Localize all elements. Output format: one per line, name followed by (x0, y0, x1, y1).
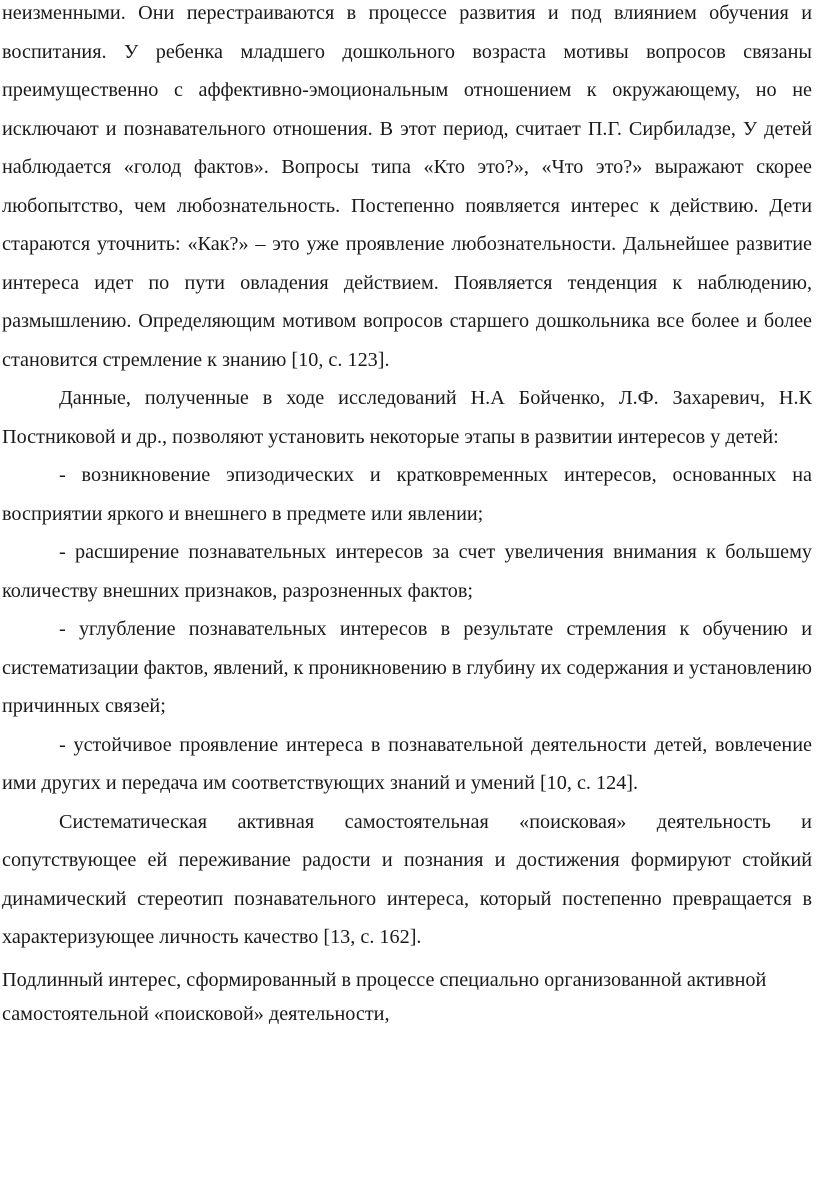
paragraph-genuine-interest: Подлинный интерес, сформированный в процессе специально организованной активной самостоятельной «поисковой» деятельности, (2, 968, 767, 1025)
paragraph-motives-of-questions: неизменными. Они перестраиваются в процессе развития и под влиянием обучения и воспитания. У ребенка младшего дошкольного возраста мотивы вопросов связаны преимущественно с аффективно-эмоциональным отношением к окружающему, но не исключают и познавательного отношения. В этот период, считает П.Г. Сирбиладзе, У детей наблюдается «голод фактов». Вопросы типа «Кто это?», «Что это?» выражают скорее любопытство, чем любознательность. Постепенно появляется интерес к действию. Дети стараются уточнить: «Как?» – это уже проявление любознательности. Дальнейшее развитие интереса идет по пути овладения действием. Появляется тенденция к наблюдению, размышлению. Определяющим мотивом вопросов старшего дошкольника все более и более становится стремление к знанию [10, с. 123]. (2, 2, 812, 371)
paragraph-research-stages-intro: Данные, полученные в ходе исследований Н.А Бойченко, Л.Ф. Захаревич, Н.К Постниковой и др., позволяют установить некоторые этапы в развитии интересов у детей: (2, 387, 812, 448)
list-item-stable-interest: - устойчивое проявление интереса в познавательной деятельности детей, вовлечение ими других и передача им соответствующих знаний и умений [10, с. 124]. (2, 733, 812, 794)
list-item-episodic-interests: - возникновение эпизодических и кратковременных интересов, основанных на восприятии яркого и внешнего в предмете или явлении; (2, 464, 812, 525)
list-item-deepening-interests: - углубление познавательных интересов в результате стремления к обучению и систематизации фактов, явлений, к проникновению в глубину их содержания и установлению причинных связей; (2, 618, 812, 717)
paragraph-systematic-search-activity: Систематическая активная самостоятельная «поисковая» деятельность и сопутствующее ей переживание радости и познания и достижения формируют стойкий динамический стереотип познавательного интереса, который постепенно превращается в характеризующее личность качество [13, с. 162]. (2, 810, 812, 948)
list-item-expanding-interests: - расширение познавательных интересов за счет увеличения внимания к большему количеству внешних признаков, разрозненных фактов; (2, 541, 812, 602)
